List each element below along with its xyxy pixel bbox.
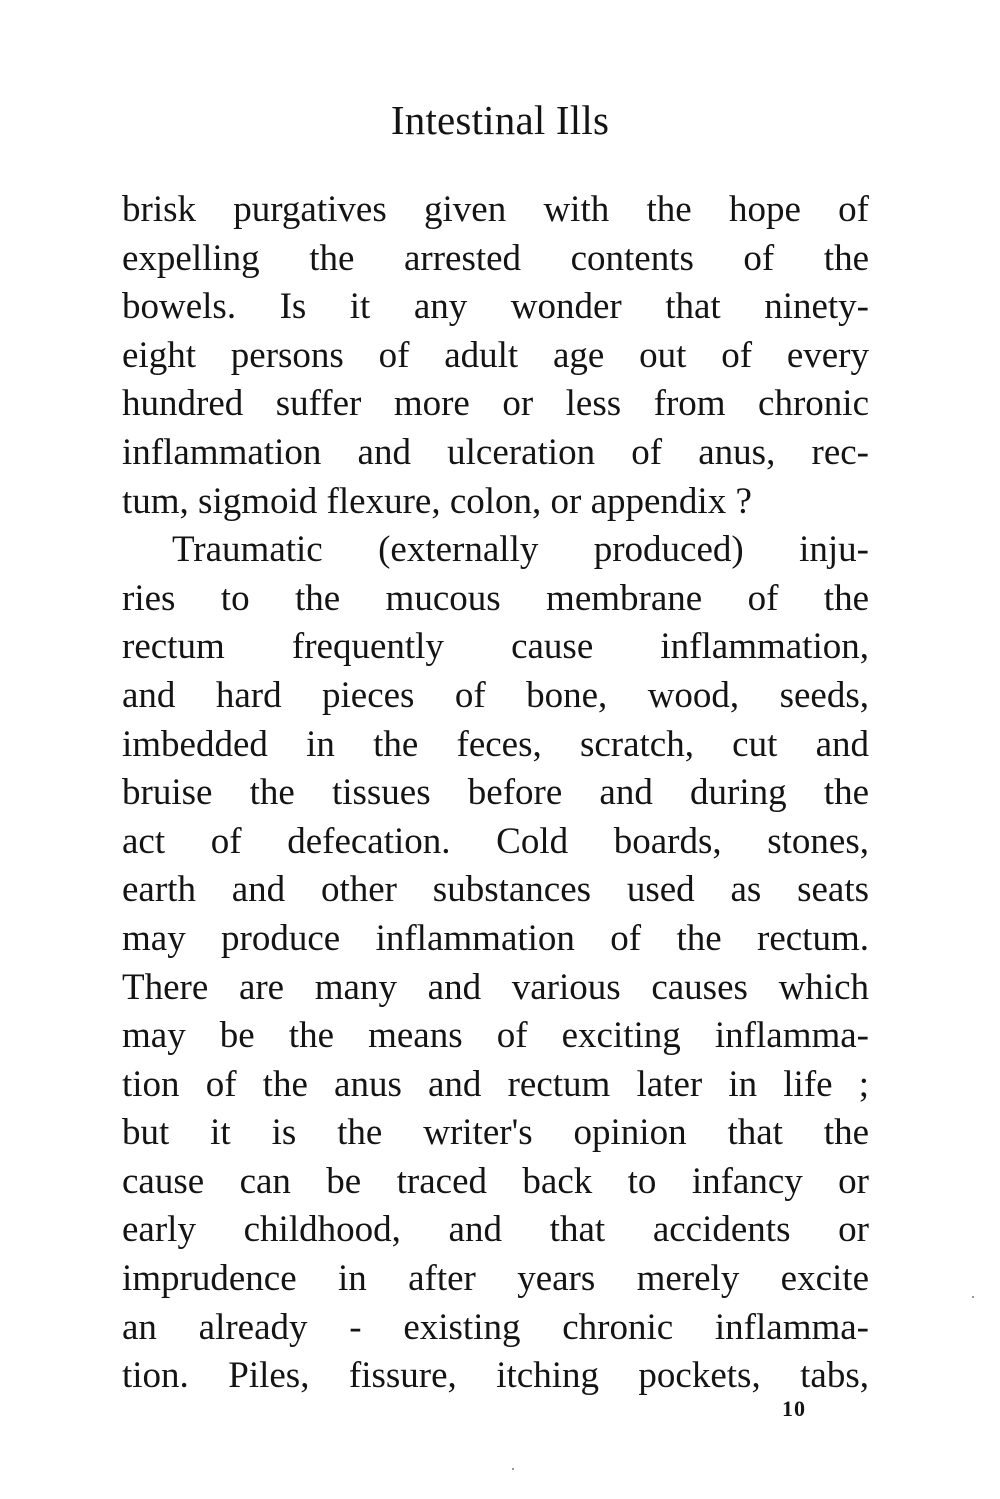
text-line: may be the means of exciting inflamma- xyxy=(122,1015,869,1057)
body-text xyxy=(122,186,869,1401)
signature-mark: 10 xyxy=(782,1396,806,1421)
text-line: earth and other substances used as seats xyxy=(122,869,869,911)
text-line: early childhood, and that accidents or xyxy=(122,1209,869,1251)
text-line: ries to the mucous membrane of the xyxy=(122,577,869,619)
text-line: bruise the tissues before and during the xyxy=(122,772,869,814)
text-line: inflammation and ulceration of anus, rec- xyxy=(122,431,869,473)
running-head: Intestinal Ills xyxy=(390,97,610,143)
text-line: eight persons of adult age out of every xyxy=(122,334,869,376)
text-line: and hard pieces of bone, wood, seeds, xyxy=(122,674,869,716)
text-line: tion of the anus and rectum later in life ; xyxy=(122,1063,869,1105)
text-line: tion. Piles, fissure, itching pockets, tabs, xyxy=(122,1355,869,1397)
paper-speck xyxy=(512,1468,514,1470)
text-line: may produce inflammation of the rectum. xyxy=(122,917,869,959)
text-line: Traumatic (externally produced) inju- xyxy=(172,529,869,571)
text-line: but it is the writer's opinion that the xyxy=(122,1112,869,1154)
text-line: tum, sigmoid flexure, colon, or appendix ? xyxy=(122,480,752,522)
text-line: rectum frequently cause inflammation, xyxy=(122,626,869,668)
text-line: cause can be traced back to infancy or xyxy=(122,1160,869,1202)
text-line: an already - existing chronic inflamma- xyxy=(122,1306,869,1348)
text-line: act of defecation. Cold boards, stones, xyxy=(122,820,869,862)
text-line: brisk purgatives given with the hope of xyxy=(122,189,869,230)
text-line: imprudence in after years merely excite xyxy=(122,1258,869,1300)
text-line: There are many and various causes which xyxy=(122,966,869,1008)
text-line: imbedded in the feces, scratch, cut and xyxy=(122,723,869,765)
text-line: hundred suffer more or less from chronic xyxy=(122,383,869,425)
text-line: bowels. Is it any wonder that ninety- xyxy=(122,286,869,328)
paper-speck xyxy=(972,1296,974,1298)
text-line: expelling the arrested contents of the xyxy=(122,237,869,279)
